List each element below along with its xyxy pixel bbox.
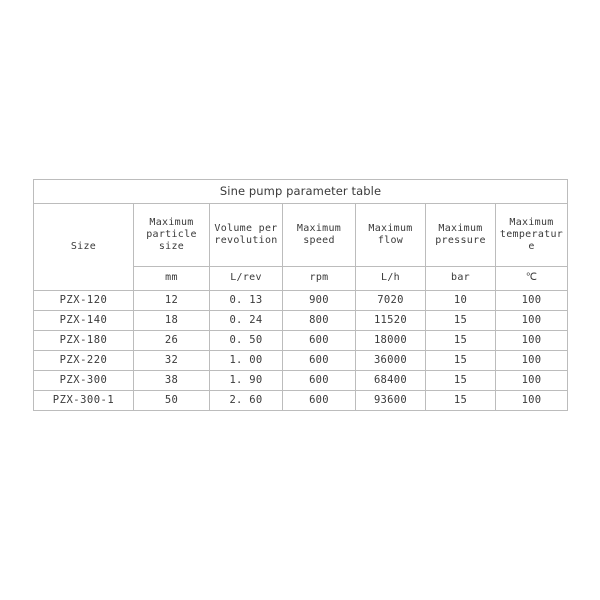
cell-max-temperature: 100 — [496, 291, 568, 311]
unit-volume-per-revolution: L/rev — [210, 267, 283, 291]
table-title: Sine pump parameter table — [34, 180, 568, 204]
cell-max-temperature: 100 — [496, 351, 568, 371]
cell-max-pressure: 10 — [426, 291, 496, 311]
cell-max-pressure: 15 — [426, 311, 496, 331]
table-row — [34, 351, 568, 371]
sine-pump-parameter-table — [33, 179, 568, 411]
cell-max-temperature: 100 — [496, 391, 568, 411]
column-header-volume-per-revolution: Volume per revolution — [210, 204, 283, 267]
column-header-max-temperature: Maximum temperature — [496, 204, 568, 267]
cell-max-pressure: 15 — [426, 351, 496, 371]
cell-max-particle-size: 32 — [134, 351, 210, 371]
cell-max-particle-size: 18 — [134, 311, 210, 331]
cell-max-flow: 93600 — [356, 391, 426, 411]
unit-max-flow: L/h — [356, 267, 426, 291]
table-header-row — [34, 204, 568, 267]
column-header-max-speed: Maximum speed — [283, 204, 356, 267]
unit-max-speed: rpm — [283, 267, 356, 291]
table-row — [34, 311, 568, 331]
cell-max-pressure: 15 — [426, 331, 496, 351]
cell-max-particle-size: 50 — [134, 391, 210, 411]
unit-max-temperature: ℃ — [496, 267, 568, 291]
column-header-max-flow: Maximum flow — [356, 204, 426, 267]
cell-size: PZX-300 — [34, 371, 134, 391]
cell-volume-per-revolution: 1. 00 — [210, 351, 283, 371]
cell-max-speed: 600 — [283, 391, 356, 411]
cell-max-flow: 68400 — [356, 371, 426, 391]
column-header-max-particle-size: Maximum particle size — [134, 204, 210, 267]
table-title-row — [34, 180, 568, 204]
cell-volume-per-revolution: 0. 13 — [210, 291, 283, 311]
column-header-max-pressure: Maximum pressure — [426, 204, 496, 267]
cell-max-temperature: 100 — [496, 371, 568, 391]
cell-volume-per-revolution: 1. 90 — [210, 371, 283, 391]
cell-size: PZX-140 — [34, 311, 134, 331]
cell-size: PZX-120 — [34, 291, 134, 311]
column-header-size: Size — [34, 204, 134, 291]
cell-volume-per-revolution: 0. 50 — [210, 331, 283, 351]
table-row — [34, 371, 568, 391]
cell-size: PZX-300-1 — [34, 391, 134, 411]
cell-max-pressure: 15 — [426, 391, 496, 411]
cell-max-particle-size: 12 — [134, 291, 210, 311]
unit-max-pressure: bar — [426, 267, 496, 291]
cell-max-speed: 600 — [283, 351, 356, 371]
cell-max-flow: 11520 — [356, 311, 426, 331]
cell-max-particle-size: 26 — [134, 331, 210, 351]
cell-size: PZX-180 — [34, 331, 134, 351]
table-row — [34, 331, 568, 351]
table-row — [34, 391, 568, 411]
cell-max-temperature: 100 — [496, 311, 568, 331]
cell-max-particle-size: 38 — [134, 371, 210, 391]
cell-volume-per-revolution: 0. 24 — [210, 311, 283, 331]
cell-volume-per-revolution: 2. 60 — [210, 391, 283, 411]
table-row — [34, 291, 568, 311]
unit-max-particle-size: mm — [134, 267, 210, 291]
cell-size: PZX-220 — [34, 351, 134, 371]
cell-max-flow: 7020 — [356, 291, 426, 311]
cell-max-speed: 600 — [283, 371, 356, 391]
cell-max-flow: 18000 — [356, 331, 426, 351]
cell-max-pressure: 15 — [426, 371, 496, 391]
cell-max-speed: 800 — [283, 311, 356, 331]
cell-max-flow: 36000 — [356, 351, 426, 371]
cell-max-speed: 900 — [283, 291, 356, 311]
parameter-table-container — [33, 179, 567, 411]
cell-max-speed: 600 — [283, 331, 356, 351]
cell-max-temperature: 100 — [496, 331, 568, 351]
